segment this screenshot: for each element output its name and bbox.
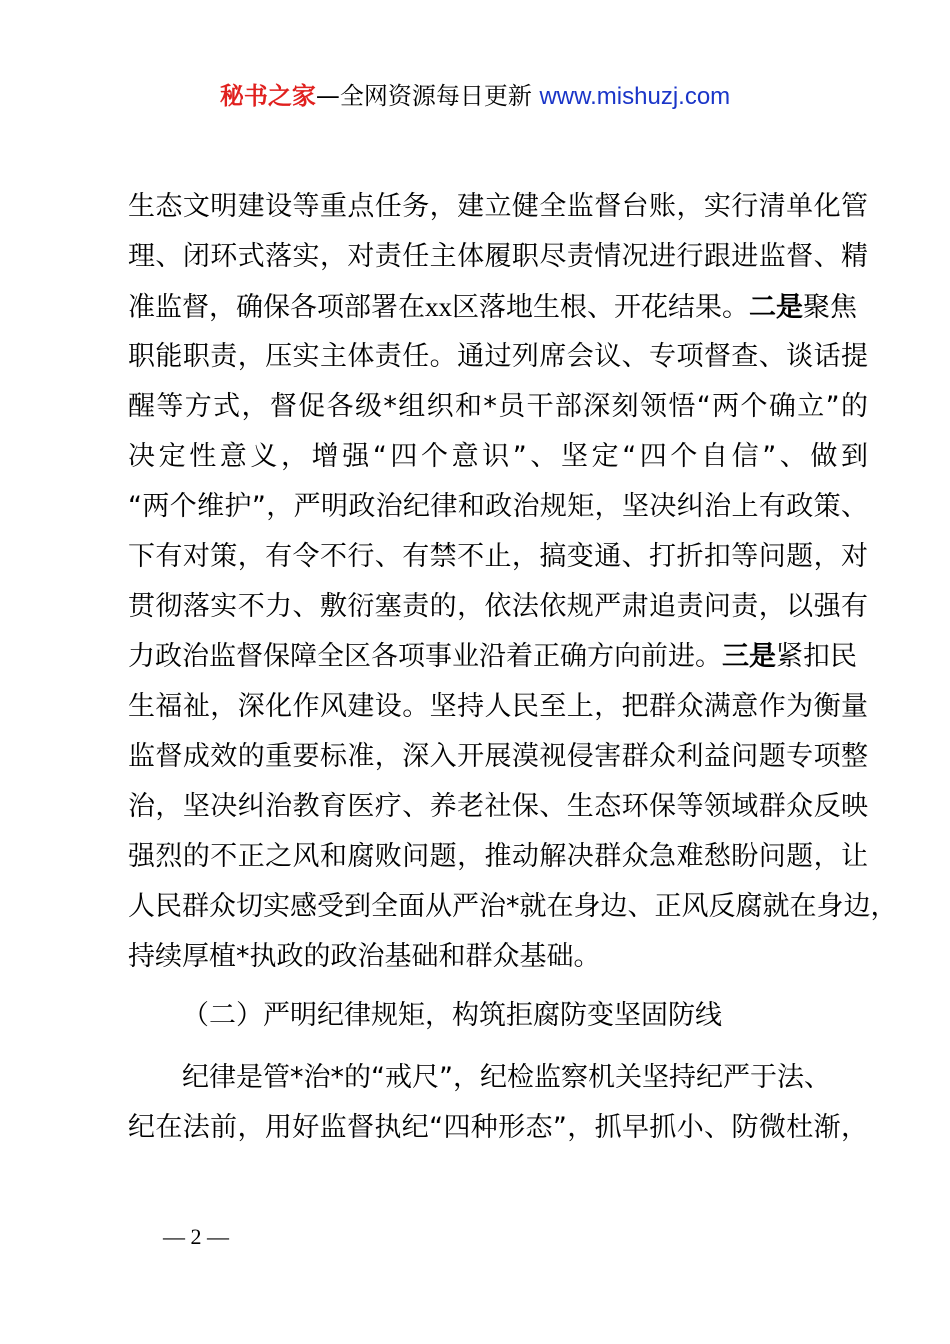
text-line: 纪律是管*治*的“戒尺”，纪检监察机关坚持纪严于法、 — [182, 1062, 831, 1093]
text-line: 决定性意义，增强“四个意识”、坚定“四个自信”、做到 — [128, 441, 868, 472]
header-url: www.mishuzj.com — [539, 83, 731, 110]
text-line: 持续厚植*执政的政治基础和群众基础。 — [128, 941, 601, 972]
bold-marker: 二是 — [749, 292, 803, 323]
site-watermark-header — [0, 80, 950, 113]
text-line — [128, 282, 868, 332]
text-segment: 区落地生根、开花结果。 — [452, 292, 749, 323]
text-segment-latin: xx — [425, 292, 452, 322]
text-segment: 准监督，确保各项部署在 — [128, 292, 425, 323]
text-line: 治，坚决纠治教育医疗、养老社保、生态环保等领域群众反映 — [128, 791, 868, 822]
text-line: 贯彻落实不力、敷衍塞责的，依法依规严肃追责问责，以强有 — [128, 591, 868, 622]
text-line: “两个维护”，严明政治纪律和政治规矩，坚决纠治上有政策、 — [128, 491, 868, 522]
text-line: 生福祉，深化作风建设。坚持人民至上，把群众满意作为衡量 — [128, 691, 868, 722]
paragraph-1 — [128, 182, 898, 982]
text-line: 监督成效的重要标准，深入开展漠视侵害群众利益问题专项整 — [128, 741, 868, 772]
text-line: 醒等方式，督促各级*组织和*员干部深刻领悟“两个确立”的 — [128, 391, 868, 422]
section-heading: （二）严明纪律规矩，构筑拒腐防变坚固防线 — [182, 1000, 722, 1031]
text-line: 生态文明建设等重点任务，建立健全监督台账，实行清单化管 — [128, 191, 868, 222]
text-line: 强烈的不正之风和腐败问题，推动解决群众急难愁盼问题，让 — [128, 841, 868, 872]
text-line: 下有对策，有令不行、有禁不止，搞变通、打折扣等问题，对 — [128, 541, 868, 572]
text-line: 人民群众切实感受到全面从严治*就在身边、正风反腐就在身边， — [128, 891, 898, 922]
text-line: 职能职责，压实主体责任。通过列席会议、专项督查、谈话提 — [128, 341, 868, 372]
bold-marker: 三是 — [722, 641, 776, 672]
header-brand: 秘书之家 — [219, 82, 316, 110]
header-tagline: —全网资源每日更新 — [315, 82, 540, 110]
text-line — [128, 632, 868, 682]
text-line: 纪在法前，用好监督执纪“四种形态”，抓早抓小、防微杜渐， — [128, 1112, 868, 1143]
text-segment: 聚焦 — [803, 292, 857, 323]
text-segment: 紧扣民 — [776, 641, 857, 672]
page-number: — 2 — — [163, 1224, 229, 1249]
text-line: 理、闭环式落实，对责任主体履职尽责情况进行跟进监督、精 — [128, 241, 868, 272]
paragraph-2 — [128, 1053, 868, 1153]
text-segment: 力政治监督保障全区各项事业沿着正确方向前进。 — [128, 641, 722, 672]
